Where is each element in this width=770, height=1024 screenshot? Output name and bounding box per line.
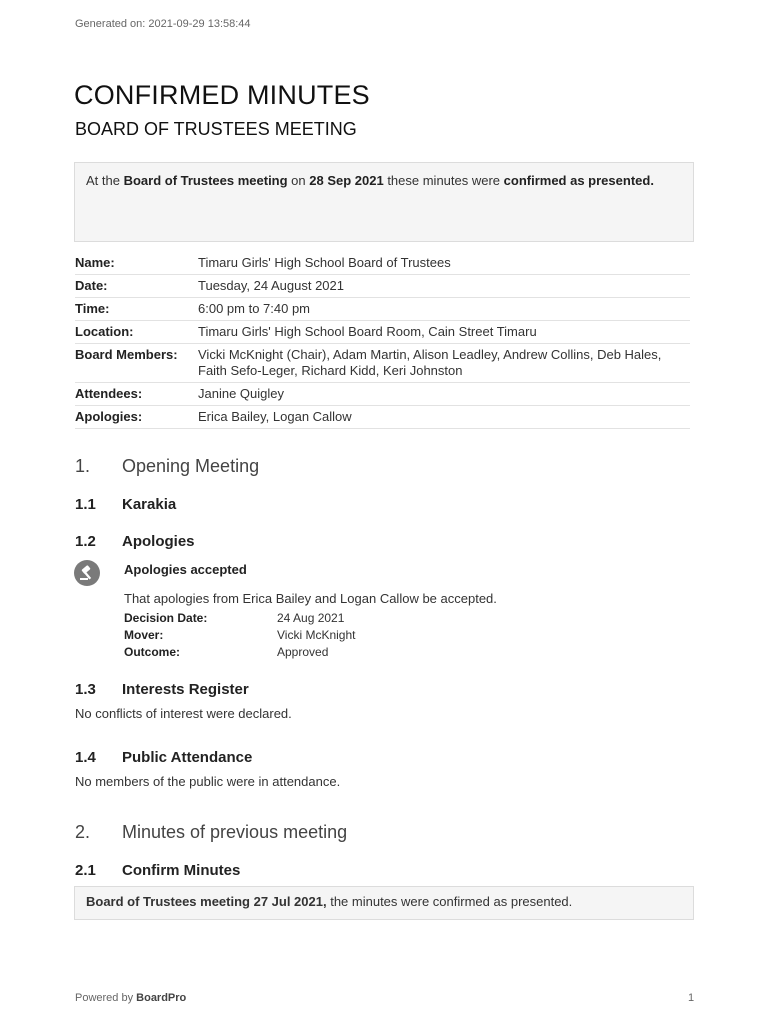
confirmation-status: confirmed as presented. bbox=[503, 173, 654, 188]
details-label: Apologies: bbox=[75, 409, 143, 424]
details-label: Date: bbox=[75, 278, 108, 293]
meeting-details-table bbox=[75, 252, 690, 429]
decision-row bbox=[124, 627, 355, 644]
details-value: Timaru Girls' High School Board Room, Cain Street Timaru bbox=[198, 324, 537, 339]
section-2-1-heading bbox=[75, 862, 240, 879]
section-1-4-heading bbox=[75, 749, 252, 766]
decision-label: Decision Date: bbox=[124, 611, 208, 625]
footer-powered-label: Powered by bbox=[75, 992, 137, 1004]
section-1-heading bbox=[75, 456, 259, 477]
interests-register-text: No conflicts of interest were declared. bbox=[75, 706, 292, 721]
details-row-attendees bbox=[75, 383, 690, 406]
decision-row bbox=[124, 644, 355, 661]
details-row-name bbox=[75, 252, 690, 275]
confirmation-notice bbox=[74, 162, 694, 242]
footer-brand: BoardPro bbox=[136, 992, 187, 1004]
section-1-3-heading bbox=[75, 681, 249, 698]
decision-title: Apologies accepted bbox=[124, 562, 247, 577]
minutes-meeting: Board of Trustees meeting 27 Jul 2021, bbox=[86, 894, 327, 909]
section-title: Apologies bbox=[122, 533, 195, 550]
section-title: Minutes of previous meeting bbox=[122, 822, 348, 842]
details-row-board-members bbox=[75, 344, 690, 383]
details-value: Timaru Girls' High School Board of Trustees bbox=[198, 255, 451, 270]
decision-details bbox=[124, 610, 355, 661]
section-title: Interests Register bbox=[122, 681, 249, 698]
decision-value: 24 Aug 2021 bbox=[277, 611, 345, 625]
page-title: CONFIRMED MINUTES bbox=[74, 80, 370, 110]
section-title: Public Attendance bbox=[122, 749, 253, 766]
confirmation-meeting: Board of Trustees meeting bbox=[123, 173, 288, 188]
gavel-icon bbox=[74, 560, 100, 586]
details-label: Time: bbox=[75, 301, 110, 316]
section-number: 1.4 bbox=[75, 749, 96, 766]
decision-value: Approved bbox=[277, 645, 329, 659]
details-row-location bbox=[75, 321, 690, 344]
confirmation-middle: these minutes were bbox=[383, 173, 504, 188]
section-1-1-heading bbox=[75, 496, 176, 513]
footer-powered-by bbox=[75, 992, 186, 1004]
details-value: Vicki McKnight (Chair), Adam Martin, Alison Leadley, Andrew Collins, Deb Hales, Faith Sefo-Leger, Richard Kidd, Keri Johnston bbox=[198, 347, 662, 378]
section-number: 2.1 bbox=[75, 862, 96, 879]
page-subtitle: BOARD OF TRUSTEES MEETING bbox=[75, 119, 357, 139]
details-value: 6:00 pm to 7:40 pm bbox=[198, 301, 311, 316]
minutes-rest: the minutes were confirmed as presented. bbox=[326, 894, 573, 909]
confirmation-on: on bbox=[287, 173, 310, 188]
section-number: 2. bbox=[75, 822, 91, 842]
decision-label: Outcome: bbox=[124, 645, 181, 659]
details-row-apologies bbox=[75, 406, 690, 429]
generated-timestamp: Generated on: 2021-09-29 13:58:44 bbox=[75, 18, 251, 30]
section-title: Confirm Minutes bbox=[122, 862, 241, 879]
details-value: Janine Quigley bbox=[198, 386, 284, 401]
section-2-heading bbox=[75, 822, 347, 843]
details-value: Erica Bailey, Logan Callow bbox=[198, 409, 352, 424]
page-number: 1 bbox=[688, 992, 695, 1004]
details-label: Name: bbox=[75, 255, 115, 270]
details-label: Attendees: bbox=[75, 386, 143, 401]
decision-label: Mover: bbox=[124, 628, 164, 642]
section-number: 1.2 bbox=[75, 533, 96, 550]
details-label: Location: bbox=[75, 324, 134, 339]
minutes-confirmation-box bbox=[74, 886, 694, 920]
confirmation-prefix: At the bbox=[86, 173, 124, 188]
section-number: 1.3 bbox=[75, 681, 96, 698]
section-title: Karakia bbox=[122, 496, 177, 513]
section-title: Opening Meeting bbox=[122, 456, 260, 476]
confirmation-date: 28 Sep 2021 bbox=[309, 173, 384, 188]
details-row-date bbox=[75, 275, 690, 298]
decision-text: That apologies from Erica Bailey and Logan Callow be accepted. bbox=[124, 591, 497, 606]
decision-value: Vicki McKnight bbox=[277, 628, 356, 642]
details-label: Board Members: bbox=[75, 347, 178, 362]
section-number: 1.1 bbox=[75, 496, 96, 513]
public-attendance-text: No members of the public were in attendance. bbox=[75, 774, 341, 789]
details-value: Tuesday, 24 August 2021 bbox=[198, 278, 344, 293]
decision-row bbox=[124, 610, 355, 627]
section-1-2-heading bbox=[75, 533, 195, 550]
details-row-time bbox=[75, 298, 690, 321]
section-number: 1. bbox=[75, 456, 91, 476]
